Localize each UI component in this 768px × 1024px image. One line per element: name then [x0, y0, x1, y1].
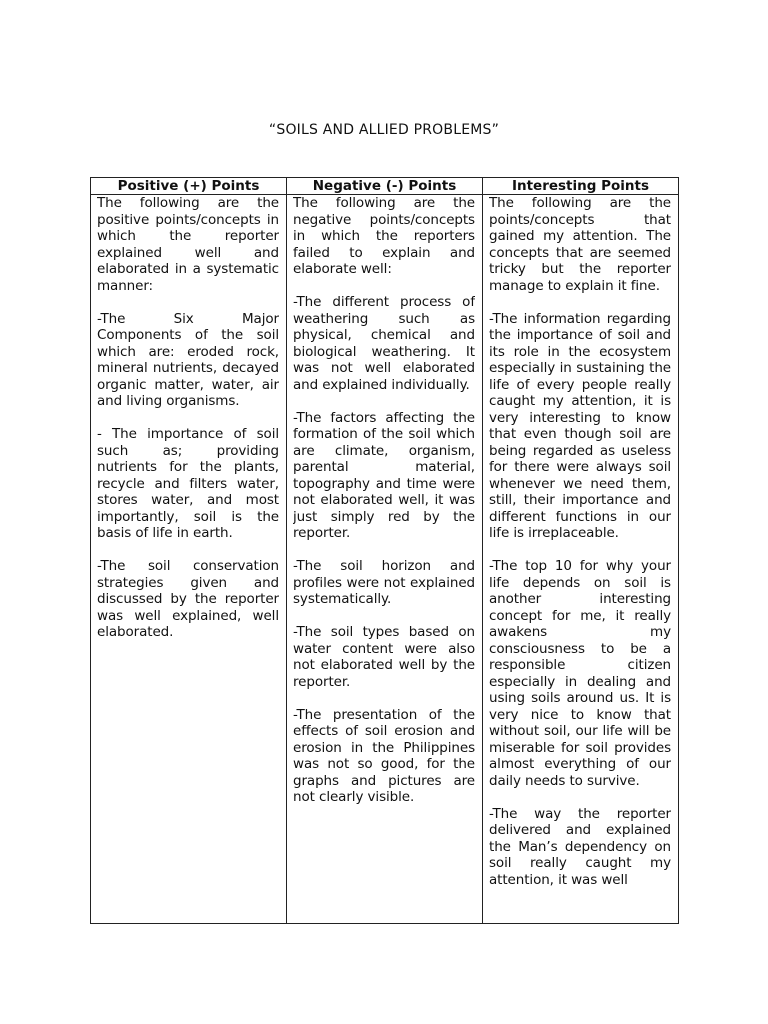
header-positive-points: Positive (+) Points	[91, 178, 287, 195]
pni-table	[90, 177, 679, 924]
negative-intro: The following are the negative points/concepts in which the reporters failed to explain and elaborate well:	[293, 195, 475, 277]
positive-intro: The following are the positive points/concepts in which the reporter explained well and elaborated in a systematic manner:	[97, 195, 279, 294]
interesting-point: -The top 10 for why your life depends on soil is another interesting concept for me, it really awakens my consciousness to be a responsible citizen especially in dealing and using soils around us. It is very nice to know that without soil, our life will be miserable for soil provides almost everything of our daily needs to survive.	[489, 558, 671, 789]
negative-point: -The different process of weathering such as physical, chemical and biological weathering. It was not well elaborated and explained individually.	[293, 294, 475, 393]
positive-points-cell	[91, 195, 287, 924]
table-header-row	[91, 178, 679, 195]
negative-point: -The presentation of the effects of soil erosion and erosion in the Philippines was not so good, for the graphs and pictures are not clearly visible.	[293, 706, 475, 805]
interesting-point: -The information regarding the importance of soil and its role in the ecosystem especially in sustaining the life of every people really caught my attention, it is very interesting to know that even though soil are being regarded as useless for there were always soil whenever we need them, still, their importance and different functions in our life is irreplaceable.	[489, 310, 671, 541]
negative-point: -The soil types based on water content were also not elaborated well by the reporter.	[293, 624, 475, 690]
interesting-points-cell	[483, 195, 679, 924]
interesting-intro: The following are the points/concepts that gained my attention. The concepts that are seemed tricky but the reporter manage to explain it fine.	[489, 195, 671, 294]
table-body-row	[91, 195, 679, 924]
document-title: “SOILS AND ALLIED PROBLEMS”	[268, 122, 500, 138]
positive-point: -The soil conservation strategies given and discussed by the reporter was well explained, well elaborated.	[97, 558, 279, 640]
negative-points-cell	[287, 195, 483, 924]
header-negative-points: Negative (-) Points	[287, 178, 483, 195]
negative-point: -The factors affecting the formation of the soil which are climate, organism, parental material, topography and time were not elaborated well, it was just simply red by the reporter.	[293, 409, 475, 541]
interesting-point: -The way the reporter delivered and explained the Man’s dependency on soil really caught my attention, it was well	[489, 805, 671, 888]
positive-point: - The importance of soil such as; providing nutrients for the plants, recycle and filters water, stores water, and most importantly, soil is the basis of life in earth.	[97, 426, 279, 541]
header-interesting-points: Interesting Points	[483, 178, 679, 195]
positive-point: -The Six Major Components of the soil which are: eroded rock, mineral nutrients, decayed organic matter, water, air and living organisms.	[97, 310, 279, 409]
negative-point: -The soil horizon and profiles were not explained systematically.	[293, 558, 475, 607]
